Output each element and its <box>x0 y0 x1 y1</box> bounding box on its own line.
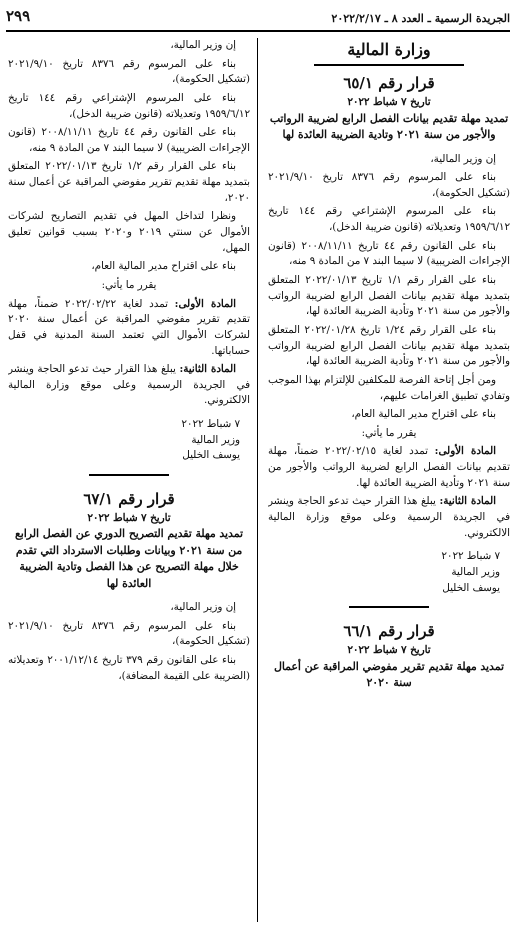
article-text: يبلغ هذا القرار حيث تدعو الحاجة وينشر في الجريدة الرسمية وعلى موقع وزارة المالية الالكتروني. <box>268 495 510 539</box>
decision-66-decides: يقرر ما يأتي: <box>101 278 157 291</box>
decision-66-signature-date: ٧ شباط ٢٠٢٢ <box>181 418 240 431</box>
decision-66-recital: بناء على القرار رقم ١/٢ تاريخ ٢٠٢٢/٠١/١٣ المتعلق بتمديد مهلة تقديم تقرير مفوضي المراقبة عن أعمال سنة ٢٠٢٠، <box>8 160 250 204</box>
decision-65-article-2 <box>268 494 510 541</box>
ministry-heading-rule <box>314 64 464 66</box>
decision-66-recital: بناء على القانون رقم ٤٤ تاريخ ٢٠٠٨/١١/١١ (قانون الإجراءات الضريبية) لا سيما البند ٧ من المادة ٩ منه، <box>8 126 250 154</box>
decision-67-title: تمديد مهلة تقديم التصريح الدوري عن الفصل الرابع من سنة ٢٠٢١ وبيانات وطلبات الاسترداد التي تقدم خلال مهلة التصريح عن هذا الفصل وتادية الضريبة العائدة لها <box>15 527 243 590</box>
left-column <box>8 38 250 924</box>
decision-66-preamble-minister: إن وزير المالية، <box>170 39 236 51</box>
decision-66-recital: بناء على المرسوم رقم ٨٣٧٦ تاريخ ٢٠٢١/٩/١٠ (تشكيل الحكومة)، <box>8 57 250 86</box>
decision-65-title: تمديد مهلة تقديم بيانات الفصل الرابع لضريبة الرواتب والأجور من سنة ٢٠٢١ وتادية الضريبة العائدة لها <box>269 111 509 142</box>
decision-separator <box>349 606 429 608</box>
decision-65-article-1 <box>268 444 510 491</box>
decision-65-date: تاريخ ٧ شباط ٢٠٢٢ <box>347 96 431 109</box>
running-header <box>6 6 510 32</box>
decision-65-recital: ومن أجل إتاحة الفرصة للمكلفين للإلتزام بهذا الموجب وتفادي تطبيق الغرامات عليهم، <box>268 373 510 402</box>
article-text: يبلغ هذا القرار حيث تدعو الحاجة وينشر في الجريدة الرسمية وعلى موقع وزارة المالية الالكتروني. <box>8 363 250 407</box>
decision-65-signature-name: يوسف الخليل <box>442 581 500 594</box>
column-divider <box>257 38 258 922</box>
article-text: تمدد لغاية ٢٠٢٢/٠٢/١٥ ضمناً، مهلة تقديم بيانات الفصل الرابع لضريبة الرواتب والأجور من سنة ٢٠٢١ وتأدية الضريبة العائدة لها. <box>268 445 510 489</box>
decision-65-recital: بناء على القرار رقم ١/٢٤ تاريخ ٢٠٢٢/٠١/٢٨ المتعلق بتمديد مهلة تقديم بيانات الفصل الرابع لضريبة الرواتب والأجور من سنة ٢٠٢١ وتأدية الضريبة العائدة لها، <box>268 323 510 368</box>
decision-66-title: تمديد مهلة تقديم تقرير مفوضي المراقبة عن أعمال سنة ٢٠٢٠ <box>274 659 504 690</box>
article-label: المادة الثانية: <box>439 495 496 508</box>
article-text: تمدد لغاية ٢٠٢٢/٠٢/٢٢ ضمناً، مهلة تقديم تقرير مفوضي المراقبة عن أعمال سنة ٢٠٢٠ لشركات الأموال التي تعتمد السنة المدنية في قفل حساباتها. <box>8 297 250 357</box>
decision-67-recital: بناء على المرسوم رقم ٨٣٧٦ تاريخ ٢٠٢١/٩/١٠ (تشكيل الحكومة)، <box>8 619 250 648</box>
decision-66-article-2 <box>8 362 250 409</box>
decision-67-date: تاريخ ٧ شباط ٢٠٢٢ <box>87 511 171 524</box>
decision-66-number: قرار رقم ٦٦/١ <box>343 622 435 641</box>
article-label: المادة الثانية: <box>179 363 236 376</box>
ministry-heading: وزارة المالية <box>347 40 431 59</box>
decision-65-preamble-minister: إن وزير المالية، <box>430 152 496 165</box>
decision-66-signature-title: وزير المالية <box>191 433 240 446</box>
right-column <box>268 38 510 924</box>
decision-65-recital: بناء على المرسوم الإشتراعي رقم ١٤٤ تاريخ ١٩٥٩/٦/١٢ وتعديلاته (قانون ضريبة الدخل)، <box>268 205 510 234</box>
article-label: المادة الأولى: <box>434 445 496 458</box>
decision-65-recital: بناء على القرار رقم ١/١ تاريخ ٢٠٢٢/٠١/١٣ المتعلق بتمديد مهلة تقديم بيانات الفصل الرابع لضريبة الرواتب والأجور من سنة ٢٠٢١ وتأدية الضريبة العائدة لها، <box>268 274 510 318</box>
decision-65-recital: بناء على المرسوم رقم ٨٣٧٦ تاريخ ٢٠٢١/٩/١٠ (تشكيل الحكومة)، <box>268 171 510 199</box>
decision-separator <box>89 474 169 476</box>
decision-67-recital: بناء على القانون رقم ٣٧٩ تاريخ ٢٠٠١/١٢/١٤ وتعديلاته (الضريبة على القيمة المضافة)، <box>8 654 250 682</box>
page-number: ٢٩٩ <box>6 7 31 26</box>
decision-67-preamble-minister: إن وزير المالية، <box>170 601 236 614</box>
decision-65-signature-date: ٧ شباط ٢٠٢٢ <box>441 550 500 563</box>
decision-66-date: تاريخ ٧ شباط ٢٠٢٢ <box>347 644 431 657</box>
decision-65-signature-title: وزير المالية <box>451 565 500 578</box>
decision-65-recital: بناء على اقتراح مدير المالية العام، <box>351 408 496 421</box>
decision-65-recital: بناء على القانون رقم ٤٤ تاريخ ٢٠٠٨/١١/١١ (قانون الإجراءات الضريبية) لا سيما البند ٧ من المادة ٩ منه، <box>268 239 510 268</box>
decision-66-recital: بناء على المرسوم الإشتراعي رقم ١٤٤ تاريخ ١٩٥٩/٦/١٢ وتعديلاته (قانون ضريبة الدخل)، <box>8 91 250 120</box>
article-label: المادة الأولى: <box>174 297 236 310</box>
decision-65-number: قرار رقم ٦٥/١ <box>343 74 435 93</box>
decision-66-signature-name: يوسف الخليل <box>182 449 240 462</box>
decision-66-article-1 <box>8 297 250 360</box>
decision-65-decides: يقرر ما يأتي: <box>361 426 417 439</box>
decision-66-recital: بناء على اقتراح مدير المالية العام، <box>91 260 236 273</box>
decision-66-recital: ونظرا لتداخل المهل في تقديم التصاريح لشركات الأموال عن سنتي ٢٠١٩ و٢٠٢٠ بسبب قوانين تعليق المهل، <box>8 210 250 254</box>
decision-67-number: قرار رقم ٦٧/١ <box>83 490 175 509</box>
gazette-issue-title: الجريدة الرسمية ـ العدد ٨ ـ ٢٠٢٢/٢/١٧ <box>331 12 510 26</box>
